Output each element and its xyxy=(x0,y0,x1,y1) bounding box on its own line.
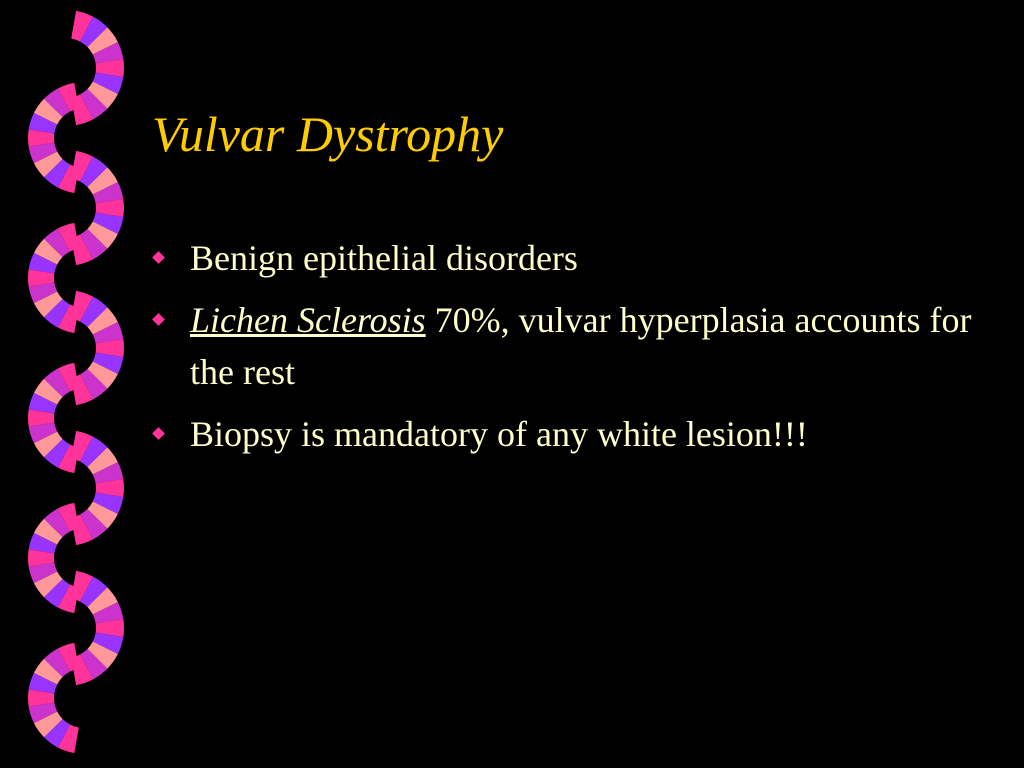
bullet-text: Benign epithelial disorders xyxy=(190,238,578,278)
fan-wave-border-icon xyxy=(0,0,140,768)
bullet-emphasis-text: Lichen Sclerosis xyxy=(190,300,426,340)
slide-title: Vulvar Dystrophy xyxy=(152,106,504,162)
bullet-item xyxy=(152,408,982,460)
diamond-bullet-icon xyxy=(152,427,165,440)
diamond-bullet-icon xyxy=(152,251,165,264)
diamond-bullet-icon xyxy=(152,313,165,326)
bullet-item xyxy=(152,294,982,398)
bullet-text: Biopsy is mandatory of any white lesion!!! xyxy=(190,414,808,454)
bullet-item xyxy=(152,232,982,284)
bullet-text: 70%, vulvar hyperplasia accounts for the rest xyxy=(190,300,972,392)
bullet-list xyxy=(152,232,982,470)
